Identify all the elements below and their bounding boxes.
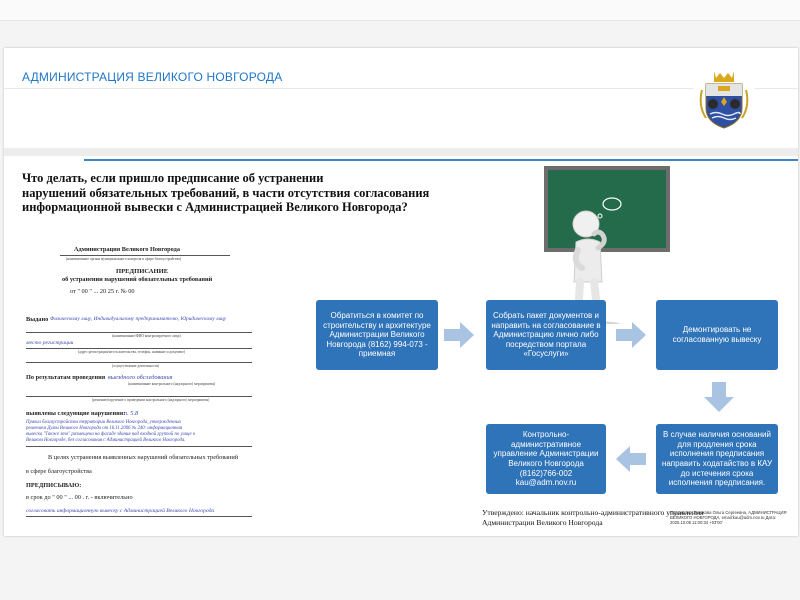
doc-violation-text: Великом Новгороде, без согласования с Администрацией Великого Новгорода.: [26, 438, 186, 443]
doc-prescribe-label: ПРЕДПИСЫВАЮ:: [26, 482, 82, 489]
flow-step-control-department: Контрольно-административное управление Администрации Великого Новгорода (8162)766-002 kau@adm.nov.ru: [486, 424, 606, 494]
doc-subheading: об устранении нарушений обязательных требований: [62, 276, 213, 283]
doc-rule: [26, 348, 252, 349]
doc-date-line: от " 00 " ... 20 25 г. № 00: [70, 288, 135, 295]
doc-issued-to-label: Выдано: [26, 316, 49, 323]
doc-rule: [26, 362, 252, 363]
doc-activity-caption: (осуществление деятельности): [112, 364, 160, 368]
doc-rule: [26, 332, 252, 333]
arrow-down-icon: [704, 382, 734, 412]
doc-issued-to-caption: (наименование/ФИО контролируемого лица): [112, 334, 181, 338]
title-line-2: нарушений обязательных требований, в части отсутствия согласования: [22, 185, 430, 200]
doc-inspection-label: По результатам проведения: [26, 374, 106, 381]
signature-line-1: Утверждено: начальник контрольно-административного управления: [482, 508, 704, 517]
doc-violations-ref: п. 5.8: [124, 410, 139, 417]
flow-step-submit-documents: Собрать пакет документов и направить на согласование в Администрацию лично либо посредством портала «Госуслуги»: [486, 300, 606, 370]
doc-violations-label: выявлены следующие нарушения:: [26, 410, 126, 417]
section-band: [4, 148, 798, 156]
title-line-3: информационной вывески с Администрацией Великого Новгорода?: [22, 200, 408, 214]
doc-rule: [26, 516, 252, 517]
doc-violation-text: вывеска "Также это" размещена на фасаде здания над входной группой по улице в: [26, 432, 195, 437]
section-accent-line: [84, 159, 798, 161]
doc-purpose-text: В целях устранения выявленных нарушений обязательных требований: [48, 454, 239, 461]
arrow-right-icon: [616, 322, 646, 348]
doc-rule: [60, 255, 230, 256]
doc-issued-to-value: Физическому лицу, Индивидуальному предпринимателю, Юридическому лицу: [50, 316, 227, 322]
doc-decision-caption: (решение/поручение о проведении контрольного (надзорного) мероприятия): [92, 398, 210, 402]
doc-issuer: Администрация Великого Новгорода: [74, 246, 180, 253]
signature-line-2: Администрации Великого Новгорода: [482, 518, 603, 527]
doc-registration-caption: (адрес регистрации/места жительства, телефон, название и документ): [78, 350, 186, 354]
coat-of-arms-icon: [694, 66, 754, 132]
doc-inspection-caption: (наименование контрольного (надзорного) мероприятия): [128, 382, 216, 386]
doc-deadline-line: в срок до " 00 " ... 00 . г. - включительно: [26, 494, 133, 501]
flow-step-dismantle-sign: Демонтировать не согласованную вывеску: [656, 300, 778, 370]
flow-step-contact-committee: Обратиться в комитет по строительству и архитектуре Администрации Великого Новгорода (8162) 994-073 - приемная: [316, 300, 438, 370]
flow-step-request-extension: В случае наличия оснований для продления срока исполнения предписания направить ходатайство в КАУ до истечения срока исполнения предписания.: [656, 424, 778, 494]
doc-violation-text: Правил благоустройства территории Великого Новгорода, утвержденных: [26, 420, 182, 425]
header-divider: [4, 88, 798, 89]
organization-name: АДМИНИСТРАЦИЯ ВЕЛИКОГО НОВГОРОДА: [22, 70, 283, 84]
doc-heading: ПРЕДПИСАНИЕ: [116, 268, 169, 275]
doc-violation-text: решением Думы Великого Новгорода от 16.11.2006 № 240: информационная: [26, 426, 183, 431]
prescription-document-image: [22, 244, 262, 522]
doc-action-value: согласовать информационную вывеску с Администрацией Великого Новгорода: [26, 508, 215, 514]
digital-signature-stamp: Подписано: Голикова Ольга Сергеевна, АДМИНИСТРАЦИЯ ВЕЛИКОГО НОВГОРОДА, email:kau@adm.nov.ru Дата: 2025.10.08 11:00:34 +03'00': [670, 510, 787, 525]
arrow-right-icon: [444, 322, 474, 348]
doc-purpose-text-2: в сфере благоустройства: [26, 468, 92, 475]
page-title: [22, 171, 452, 215]
browser-top-bar: [0, 0, 800, 21]
doc-registration-value: место регистрации: [26, 340, 74, 346]
arrow-left-icon: [616, 446, 646, 472]
title-line-1: Что делать, если пришло предписание об устранении: [22, 171, 324, 185]
doc-inspection-value: выездного обследования: [108, 374, 173, 381]
doc-rule: [26, 446, 252, 447]
doc-issuer-caption: (наименование органа муниципального контроля в сфере благоустройства): [66, 257, 181, 261]
presentation-slide: [4, 48, 798, 536]
doc-rule: [26, 396, 252, 397]
